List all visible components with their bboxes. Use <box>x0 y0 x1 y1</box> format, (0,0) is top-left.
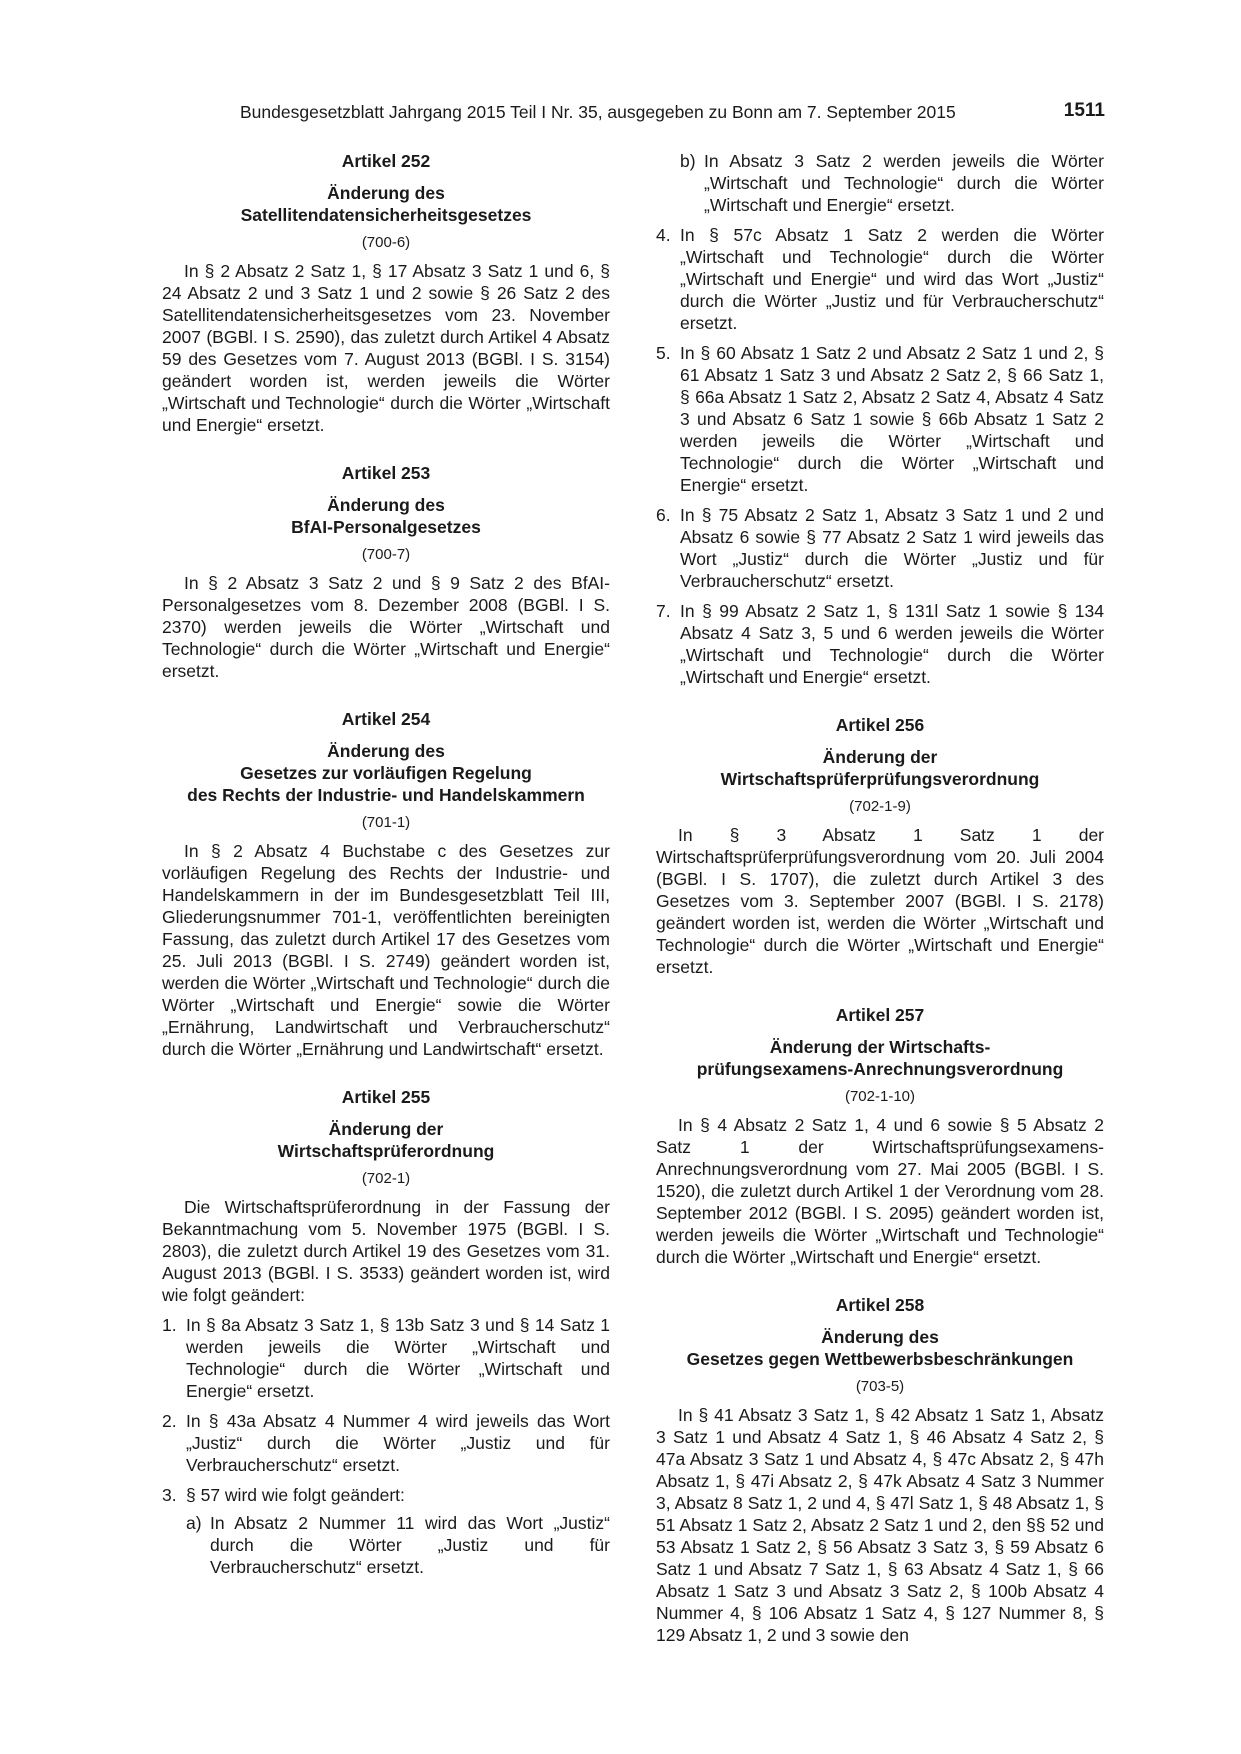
article-text: In § 3 Absatz 1 Satz 1 der Wirtschaftsprüferprüfungsverordnung vom 20. Juli 2004 (BGBl. I S. 1707), die zuletzt durch Artikel 3 des Gesetzes vom 3. September 2007 (BGBl. I S. 2178) geändert worden ist, werden die Wörter „Wirtschaft und Technologie“ durch die Wörter „Wirtschaft und Energie“ ersetzt. <box>656 825 1104 977</box>
item-text: In § 43a Absatz 4 Nummer 4 wird jeweils das Wort „Justiz“ durch die Wörter „Justiz und für Verbraucherschutz“ ersetzt. <box>186 1411 610 1475</box>
article-text: In § 2 Absatz 4 Buchstabe c des Gesetzes zur vorläufigen Regelung des Rechts der Industrie- und Handelskammern in der im Bundesgesetzblatt Teil III, Gliederungsnummer 701-1, veröffentlichten bereinigten Fassung, das zuletzt durch Artikel 17 des Gesetzes vom 25. Juli 2013 (BGBl. I S. 2749) geändert worden ist, werden die Wörter „Wirtschaft und Technologie“ durch die Wörter „Wirtschaft und Energie“ sowie die Wörter „Ernährung, Landwirtschaft und Verbraucherschutz“ durch die Wörter „Ernährung und Landwirtschaft“ ersetzt. <box>162 841 610 1059</box>
heading-line: Satellitendatensicherheitsgesetzes <box>240 205 532 225</box>
article-253 <box>162 462 610 682</box>
article-heading <box>656 746 1104 790</box>
article-text: In § 4 Absatz 2 Satz 1, 4 und 6 sowie § 5 Absatz 2 Satz 1 der Wirtschaftsprüfungsexamens-Anrechnungsverordnung vom 27. Mai 2005 (BGBl. I S. 1520), die zuletzt durch Artikel 1 der Verordnung vom 28. September 2012 (BGBl. I S. 2095) geändert worden ist, werden jeweils die Wörter „Wirtschaft und Technologie“ durch die Wörter „Wirtschaft und Energie“ ersetzt. <box>656 1115 1104 1267</box>
article-text: In § 2 Absatz 2 Satz 1, § 17 Absatz 3 Satz 1 und 6, § 24 Absatz 2 und 3 Satz 1 und 2 sowie § 26 Satz 2 des Satellitendatensicherheitsgesetzes vom 23. November 2007 (BGBl. I S. 2590), das zuletzt durch Artikel 4 Absatz 59 des Gesetzes vom 7. August 2013 (BGBl. I S. 3154) geändert worden ist, werden jeweils die Wörter „Wirtschaft und Technologie“ durch die Wörter „Wirtschaft und Energie“ ersetzt. <box>162 261 610 435</box>
heading-line: prüfungsexamens-Anrechnungsverordnung <box>696 1059 1064 1079</box>
article-intro: Die Wirtschaftsprüferordnung in der Fassung der Bekanntmachung vom 5. November 1975 (BGBl. I S. 2803), die zuletzt durch Artikel 19 des Gesetzes vom 31. August 2013 (BGBl. I S. 3533) geändert worden ist, wird wie folgt geändert: <box>162 1197 610 1305</box>
classification-code: (700-7) <box>361 546 411 563</box>
item-letter: a) <box>186 1513 202 1533</box>
classification-code: (703-5) <box>855 1378 905 1395</box>
classification-code: (702-1-10) <box>844 1088 916 1105</box>
article-254 <box>162 708 610 1060</box>
list-item <box>656 224 1104 334</box>
item-number: 5. <box>656 343 671 363</box>
page-header <box>240 100 1105 126</box>
classification-code: (702-1) <box>361 1170 411 1187</box>
item-text: In § 99 Absatz 2 Satz 1, § 131l Satz 1 sowie § 134 Absatz 4 Satz 3, 5 und 6 werden jeweils die Wörter „Wirtschaft und Technologie“ durch die Wörter „Wirtschaft und Energie“ ersetzt. <box>680 601 1104 687</box>
article-heading <box>162 494 610 538</box>
article-258 <box>656 1294 1104 1646</box>
item-number: 1. <box>162 1315 177 1335</box>
article-heading <box>656 1036 1104 1080</box>
item-text: In § 8a Absatz 3 Satz 1, § 13b Satz 3 und § 14 Satz 1 werden jeweils die Wörter „Wirtschaft und Technologie“ durch die Wörter „Wirtschaft und Energie“ ersetzt. <box>186 1315 610 1401</box>
left-column <box>162 150 610 1578</box>
article-number: Artikel 254 <box>341 709 431 729</box>
heading-line: Änderung des <box>821 1327 939 1347</box>
article-text: In § 2 Absatz 3 Satz 2 und § 9 Satz 2 des BfAI-Personalgesetzes vom 8. Dezember 2008 (BGBl. I S. 2370) werden jeweils die Wörter „Wirtschaft und Technologie“ durch die Wörter „Wirtschaft und Energie“ ersetzt. <box>162 573 610 681</box>
sub-item <box>186 1512 610 1578</box>
item-number: 6. <box>656 505 671 525</box>
item-text: In § 60 Absatz 1 Satz 2 und Absatz 2 Satz 1 und 2, § 61 Absatz 1 Satz 3 und Absatz 2 Satz 2, § 66 Satz 1, § 66a Absatz 1 Satz 2, Absatz 2 Satz 4, Absatz 4 Satz 3 und Absatz 6 Satz 1 sowie § 66b Absatz 1 Satz 2 werden jeweils die Wörter „Wirtschaft und Technologie“ durch die Wörter „Wirtschaft und Energie“ ersetzt. <box>680 343 1104 495</box>
heading-line: Änderung des <box>327 183 445 203</box>
article-number: Artikel 255 <box>341 1087 431 1107</box>
list-item <box>162 1314 610 1402</box>
article-heading <box>162 740 610 806</box>
article-number: Artikel 252 <box>341 151 431 171</box>
heading-line: Wirtschaftsprüferprüfungsverordnung <box>720 769 1040 789</box>
item-letter: b) <box>680 151 696 171</box>
list-item <box>656 600 1104 688</box>
item-number: 3. <box>162 1485 177 1505</box>
article-number: Artikel 256 <box>835 715 925 735</box>
heading-line: BfAI-Personalgesetzes <box>291 517 481 537</box>
classification-code: (701-1) <box>361 814 411 831</box>
item-text: In Absatz 2 Nummer 11 wird das Wort „Justiz“ durch die Wörter „Justiz und für Verbraucherschutz“ ersetzt. <box>210 1513 610 1577</box>
heading-line: Gesetzes zur vorläufigen Regelung <box>240 763 532 783</box>
item-number: 2. <box>162 1411 177 1431</box>
heading-line: Wirtschaftsprüferordnung <box>277 1141 495 1161</box>
heading-line: des Rechts der Industrie- und Handelskammern <box>187 785 585 805</box>
article-number: Artikel 257 <box>835 1005 925 1025</box>
heading-line: Änderung des <box>327 495 445 515</box>
heading-line: Änderung der Wirtschafts- <box>769 1037 991 1057</box>
item-number: 7. <box>656 601 671 621</box>
list-item <box>162 1410 610 1476</box>
header-title: Bundesgesetzblatt Jahrgang 2015 Teil I Nr. 35, ausgegeben zu Bonn am 7. September 2015 <box>240 102 956 122</box>
item-text: In § 75 Absatz 2 Satz 1, Absatz 3 Satz 1 und 2 und Absatz 6 sowie § 77 Absatz 2 Satz 1 wird jeweils das Wort „Justiz“ durch die Wörter „Justiz und für Verbraucherschutz“ ersetzt. <box>680 505 1104 591</box>
heading-line: Gesetzes gegen Wettbewerbsbeschränkungen <box>686 1349 1074 1369</box>
list-item <box>656 504 1104 592</box>
article-heading <box>162 182 610 226</box>
item-text: In § 57c Absatz 1 Satz 2 werden die Wörter „Wirtschaft und Technologie“ durch die Wörter „Wirtschaft und Energie“ und wird das Wort „Justiz“ durch die Wörter „Justiz und für Verbraucherschutz“ ersetzt. <box>680 225 1104 333</box>
heading-line: Änderung des <box>327 741 445 761</box>
item-number: 4. <box>656 225 671 245</box>
article-252 <box>162 150 610 436</box>
classification-code: (702-1-9) <box>849 798 911 815</box>
heading-line: Änderung der <box>822 747 938 767</box>
list-item <box>162 1484 610 1506</box>
article-number: Artikel 258 <box>835 1295 925 1315</box>
right-column <box>656 150 1104 1646</box>
article-number: Artikel 253 <box>341 463 431 483</box>
article-heading <box>656 1326 1104 1370</box>
list-item <box>656 342 1104 496</box>
item-text: § 57 wird wie folgt geändert: <box>186 1485 405 1505</box>
classification-code: (700-6) <box>361 234 411 251</box>
article-257 <box>656 1004 1104 1268</box>
page-number: 1511 <box>1063 100 1105 121</box>
heading-line: Änderung der <box>328 1119 444 1139</box>
article-255 <box>162 1086 610 1578</box>
article-text: In § 41 Absatz 3 Satz 1, § 42 Absatz 1 Satz 1, Absatz 3 Satz 1 und Absatz 4 Satz 1, § 46 Absatz 4 Satz 2, § 47a Absatz 3 Satz 1 und Absatz 4, § 47c Absatz 2, § 47h Absatz 1, § 47i Absatz 2, § 47k Absatz 4 Satz 3 Nummer 3, Absatz 8 Satz 1, 2 und 4, § 47l Satz 1, § 48 Absatz 1, § 51 Absatz 1 Satz 2, Absatz 2 Satz 1 und 2, den §§ 52 und 53 Absatz 1 Satz 2, § 56 Absatz 3 Satz 3, § 59 Absatz 6 Satz 1 und Absatz 7 Satz 1, § 63 Absatz 4 Satz 1, § 66 Absatz 1 Satz 3 und Absatz 3 Satz 2, § 100b Absatz 4 Nummer 4, § 106 Absatz 1 Satz 4, § 127 Nummer 8, § 129 Absatz 1, 2 und 3 sowie den <box>656 1405 1104 1645</box>
article-256 <box>656 714 1104 978</box>
sub-item <box>680 150 1104 216</box>
article-heading <box>162 1118 610 1162</box>
item-text: In Absatz 3 Satz 2 werden jeweils die Wörter „Wirtschaft und Technologie“ durch die Wörter „Wirtschaft und Energie“ ersetzt. <box>704 151 1104 215</box>
